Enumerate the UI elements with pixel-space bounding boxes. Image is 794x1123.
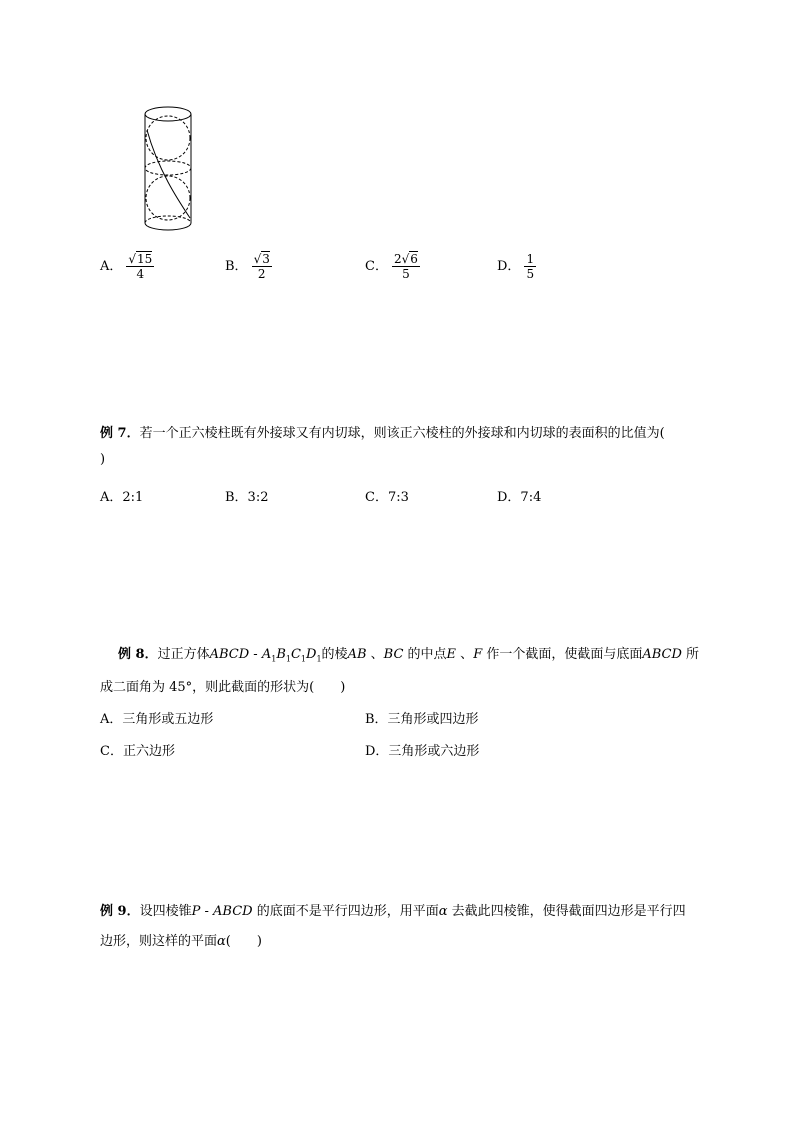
section-curve — [147, 130, 190, 218]
q8-option-a: A．三角形或五边形 — [100, 712, 214, 727]
upper-sphere — [146, 116, 190, 160]
q7-text: 若一个正六棱柱既有外接球又有内切球，则该正六棱柱的外接球和内切球的表面积的比值为( — [139, 426, 665, 441]
cylinder-spheres-figure — [138, 100, 200, 236]
q9-stem-line2: 边形，则这样的平面α( ) — [100, 934, 262, 949]
q8-label: 例 8． — [118, 647, 158, 662]
q6-option-a: A． $\frac{√15}{4}$ — [100, 252, 153, 281]
q7-option-a: A．2:1 — [100, 490, 144, 505]
q7-close-paren: ) — [100, 452, 106, 467]
q8-option-d: D．三角形或六边形 — [365, 744, 480, 759]
q7-option-b: B．3:2 — [225, 490, 269, 505]
q6-option-b: B． $\frac{√3}{2}$ — [225, 252, 270, 281]
q7-option-d: D．7:4 — [497, 490, 542, 505]
cylinder-top-ellipse — [145, 107, 191, 121]
q6-option-d: D． $\frac{1}{5}$ — [497, 252, 535, 281]
q7-label: 例 7． — [100, 426, 140, 441]
q8-stem-line1: 例 8．过正方体ABCD - $A_1B_1C_1D_1$的棱AB 、BC 的中点E 、F 作一个截面，使截面与底面ABCD 所 — [118, 647, 700, 664]
q9-label: 例 9． — [100, 904, 140, 919]
cylinder-bottom-back — [145, 216, 191, 223]
q8-stem-line2: 成二面角为 45°，则此截面的形状为( ) — [100, 680, 346, 695]
q7-stem — [100, 422, 665, 441]
middle-ellipse — [145, 161, 191, 175]
q8-option-c: C．正六边形 — [100, 744, 175, 759]
q8-option-b: B．三角形或四边形 — [365, 712, 479, 727]
cylinder-bottom-front — [145, 223, 191, 230]
q9-stem-line1: 例 9．设四棱锥P - ABCD 的底面不是平行四边形，用平面α 去截此四棱锥，使得截面四边形是平行四 — [100, 904, 686, 919]
q7-option-c: C．7:3 — [365, 490, 409, 505]
q6-option-c: C． $\frac{2√6}{5}$ — [365, 252, 418, 281]
